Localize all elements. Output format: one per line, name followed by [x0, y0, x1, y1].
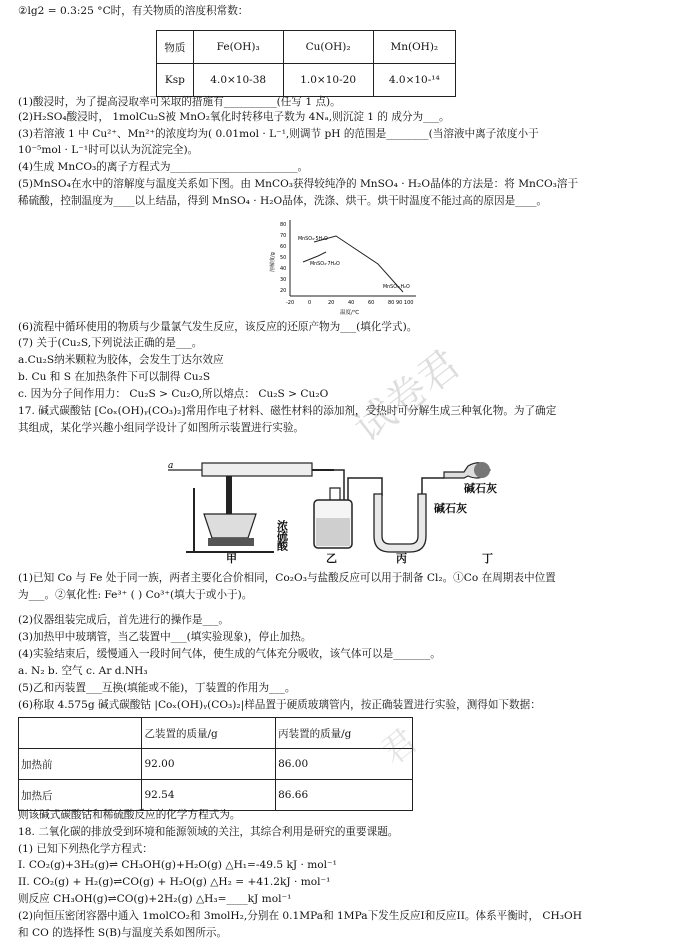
curve-label: MnSO₄·5H₂O	[298, 237, 328, 242]
table-cell: 86.66	[276, 780, 413, 811]
burner	[204, 514, 256, 538]
text-line: 和 CO 的选择性 S(B)与温度关系如图所示。	[18, 927, 228, 939]
table-cell: 86.00	[276, 749, 413, 780]
ksp-cell: Mn(OH)₂	[373, 31, 455, 64]
x-ticks	[286, 300, 413, 306]
y-tick: 60	[280, 244, 287, 250]
y-tick: 40	[280, 266, 287, 272]
text-line: (3)若溶液 1 中 Cu²⁺、Mn²⁺的浓度均为( 0.01mol · L⁻¹,则调节 pH 的范围是________(当溶液中离子浓度小于	[18, 128, 539, 140]
text-line: (2)仪器组装完成后，首先进行的操作是___。	[18, 614, 229, 626]
apparatus-figure	[164, 448, 524, 566]
text-line: (6)称取 4.575g 碱式碳酸钴 |Coₓ(OH)ᵧ(CO₃)₂|样品置于硬质玻璃管内，按正确装置进行实验，测得如下数据：	[18, 699, 541, 711]
table-cell: 乙装置的质量/g	[142, 718, 276, 749]
table-row	[19, 749, 413, 780]
table-row	[19, 780, 413, 811]
y-tick: 80	[280, 222, 287, 228]
text-line: (2)H₂SO₄酸浸时， 1molCu₂S被 MnO₂氧化时转移电子数为 4Nₐ,则沉淀 1 的 成分为___。	[18, 111, 450, 123]
table-header-row	[19, 718, 413, 749]
text-line: a.Cu₂S纳米颗粒为胶体，会发生丁达尔效应	[18, 354, 224, 366]
x-tick: 20	[328, 300, 335, 306]
x-tick: 80 90 100	[388, 300, 414, 306]
text-line: 10⁻⁵mol · L⁻¹时可以认为沉淀完全)。	[18, 144, 199, 156]
watermark: 试卷君	[345, 341, 469, 452]
ksp-cell: 4.0×10-38	[193, 64, 283, 97]
ksp-cell: 物质	[157, 31, 194, 64]
curve-label: MnSO₄·H₂O	[383, 285, 410, 290]
label-bing: 丙	[396, 552, 407, 565]
x-tick: 0	[308, 300, 312, 306]
reagent-label: 浓硫酸	[275, 520, 289, 550]
text-line: 则反应 CH₃OH(g)⇌CO(g)+2H₂(g) △H₃=____kJ mol⁻¹	[18, 893, 292, 905]
reagent-label: 碱石灰	[434, 502, 467, 515]
label-ding: 丁	[482, 552, 493, 565]
y-tick: 50	[280, 255, 287, 261]
ksp-value-row	[157, 64, 456, 97]
text-line: (5)乙和丙装置___互换(填能或不能)，丁装置的作用为___。	[18, 682, 296, 694]
watermark: 君	[373, 721, 425, 774]
text-line: (7) 关于(Cu₂S,下列说法正确的是___。	[18, 337, 203, 349]
ksp-cell: Cu(OH)₂	[283, 31, 373, 64]
table-cell: 92.54	[142, 780, 276, 811]
text-line: b. Cu 和 S 在加热条件下可以制得 Cu₂S	[18, 371, 211, 383]
text-line: (1) 已知下列热化学方程式：	[18, 843, 153, 855]
text-line: 稀硫酸，控制温度为____以上结晶，得到 MnSO₄ · H₂O晶体，洗涤、烘干。烘干时温度不能过高的原因是____。	[18, 195, 548, 207]
label-jia: 甲	[226, 552, 237, 565]
mass-data-table	[18, 717, 413, 811]
ksp-table	[156, 30, 456, 97]
text-line: c. 因为分子间作用力： Cu₂S > Cu₂O,所以熔点： Cu₂S > Cu₂O	[18, 388, 329, 400]
x-axis-label: 温度/℃	[340, 310, 360, 316]
y-tick: 20	[280, 288, 287, 294]
reagent-label: 碱石灰	[464, 482, 497, 495]
text-line: (4)生成 MnCO₃的离子方程式为________________________。	[18, 161, 309, 173]
ksp-cell: 1.0×10-20	[283, 64, 373, 97]
table-cell: 加热后	[19, 780, 142, 811]
ksp-header-row	[157, 31, 456, 64]
text-line: II. CO₂(g) + H₂(g)⇌CO(g) + H₂O(g) △H₂ = +41.2kJ · mol⁻¹	[18, 876, 331, 888]
y-tick: 70	[280, 233, 287, 239]
glass-tube	[202, 463, 312, 476]
text-line: 为___。②氧化性: Fe³⁺ ( ) Co³⁺(填大于或小于)。	[18, 589, 253, 601]
x-tick: 60	[368, 300, 375, 306]
text-line: 则该碱式碳酸钴和稀硫酸反应的化学方程式为。	[18, 809, 241, 821]
curve-label: MnSO₄·7H₂O	[310, 262, 340, 267]
text-line: (1)已知 Co 与 Fe 处于同一族，两者主要化合价相同，Co₂O₃与盐酸反应可以用于制备 Cl₂。①Co 在周期表中位置	[18, 572, 556, 584]
text-line: 17. 碱式碳酸钴 [Coₓ(OH)ᵧ(CO₃)₂]常用作电子材料、磁性材料的添加剂，受热时可分解生成三种氧化物。为了确定	[18, 405, 557, 417]
y-ticks	[280, 222, 286, 294]
text-line: (6)流程中循环使用的物质与少量氯气发生反应，该反应的还原产物为___(填化学式)。	[18, 321, 418, 333]
table-cell	[19, 718, 142, 749]
text-line: I. CO₂(g)+3H₂(g)⇌ CH₃OH(g)+H₂O(g) △H₁=-49.5 kJ · mol⁻¹	[18, 859, 337, 871]
text-line: (4)实验结束后，缓慢通入一段时间气体，使生成的气体充分吸收，该气体可以是_______。	[18, 648, 441, 660]
curve-7h2o	[303, 252, 326, 262]
inlet-label: a	[168, 461, 174, 471]
u-tube	[374, 494, 426, 552]
table-cell: 加热前	[19, 749, 142, 780]
solubility-chart	[268, 212, 428, 320]
ksp-cell: Ksp	[157, 64, 194, 97]
table-cell: 92.00	[142, 749, 276, 780]
label-yi: 乙	[326, 552, 337, 565]
text-line: a. N₂ b. 空气 c. Ar d.NH₃	[18, 665, 148, 677]
text-line: 其组成，某化学兴趣小组同学设计了如图所示装置进行实验。	[18, 422, 305, 434]
ksp-cell: Fe(OH)₃	[193, 31, 283, 64]
x-tick: -20	[286, 300, 295, 306]
table-cell: 丙装置的质量/g	[276, 718, 413, 749]
text-line: (5)MnSO₄在水中的溶解度与温度关系如下图。由 MnCO₃获得较纯净的 MnSO₄ · H₂O晶体的方法是：将 MnCO₃溶于	[18, 178, 579, 190]
y-tick: 30	[280, 277, 287, 283]
x-tick: 40	[348, 300, 355, 306]
y-axis-label: 溶解度/g	[270, 252, 276, 272]
text-line: ②lg2 = 0.3:25 °C时，有关物质的溶度积常数：	[18, 5, 249, 17]
ksp-cell: 4.0×10-¹⁴	[373, 64, 455, 97]
text-line: (3)加热甲中玻璃管，当乙装置中___(填实验现象)，停止加热。	[18, 631, 312, 643]
text-line: (2)向恒压密闭容器中通入 1molCO₂和 3molH₂,分别在 0.1MPa和 1MPa下发生反应I和反应II。体系平衡时， CH₃OH	[18, 910, 582, 922]
text-line: (1)酸浸时，为了提高浸取率可采取的措施有__________(任写 1 点)。	[18, 96, 341, 108]
text-line: 18. 二氧化碳的排放受到环境和能源领域的关注，其综合利用是研究的重要课题。	[18, 826, 399, 838]
